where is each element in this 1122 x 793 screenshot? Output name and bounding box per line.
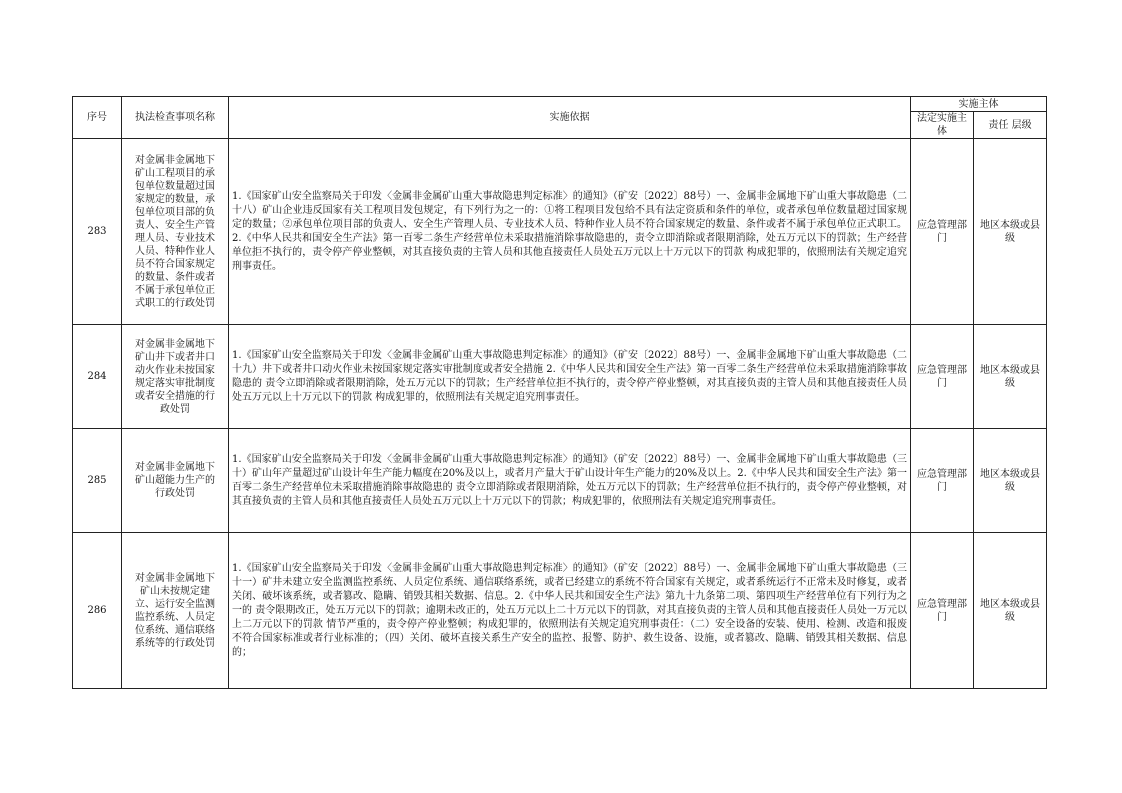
header-no: 序号 xyxy=(73,97,122,139)
row-subject: 应急管理部门 xyxy=(911,139,974,325)
header-level: 责任 层级 xyxy=(974,112,1047,139)
row-name: 对金属非金属地下矿山超能力生产的行政处罚 xyxy=(122,429,229,533)
row-level: 地区本级或县级 xyxy=(974,429,1047,533)
row-level: 地区本级或县级 xyxy=(974,533,1047,689)
row-no: 284 xyxy=(73,325,122,429)
row-basis: 1.《国家矿山安全监察局关于印发〈金属非金属矿山重大事故隐患判定标准〉的通知》（矿安〔2022〕88号）一、金属非金属地下矿山重大事故隐患（二十九）井下或者井口动火作业未按国家规定落实审批制度或者安全措施 2.《中华人民共和国安全生产法》第一百零二条生产经营单位未采取措施消除事故隐患的 责令立即消除或者限期消除，处五万元以下的罚款；生产经营单位拒不执行的，责令停产停业整顿，对其直接负责的主管人员和其他直接责任人员处五万元以上十万元以下的罚款 构成犯罪的，依照刑法有关规定追究刑事责任。 xyxy=(229,325,911,429)
row-level: 地区本级或县级 xyxy=(974,139,1047,325)
row-level: 地区本级或县级 xyxy=(974,325,1047,429)
row-subject: 应急管理部门 xyxy=(911,325,974,429)
table-row xyxy=(73,139,1047,325)
enforcement-table xyxy=(72,96,1047,689)
row-no: 283 xyxy=(73,139,122,325)
header-legal-subject: 法定实施主体 xyxy=(911,112,974,139)
row-name: 对金属非金属地下矿山未按规定建立、运行安全监测监控系统、人员定位系统、通信联络系统等的行政处罚 xyxy=(122,533,229,689)
row-subject: 应急管理部门 xyxy=(911,429,974,533)
table-row xyxy=(73,325,1047,429)
table-row xyxy=(73,533,1047,689)
row-no: 286 xyxy=(73,533,122,689)
row-basis: 1.《国家矿山安全监察局关于印发〈金属非金属矿山重大事故隐患判定标准〉的通知》（矿安〔2022〕88号）一、金属非金属地下矿山重大事故隐患（三十）矿山年产量超过矿山设计年生产能力幅度在20%及以上，或者月产量大于矿山设计年生产能力的20%及以上。2.《中华人民共和国安全生产法》第一百零二条生产经营单位未采取措施消除事故隐患的 责令立即消除或者限期消除，处五万元以下的罚款；生产经营单位拒不执行的，责令停产停业整顿，对其直接负责的主管人员和其他直接责任人员处五万元以上十万元以下的罚款；构成犯罪的，依照刑法有关规定追究刑事责任。 xyxy=(229,429,911,533)
row-name: 对金属非金属地下矿山工程项目的承包单位数量超过国家规定的数量，承包单位项目部的负责人、安全生产管理人员、专业技术人员、特种作业人员不符合国家规定的数量、条件或者不属于承包单位正式职工的行政处罚 xyxy=(122,139,229,325)
row-basis: 1.《国家矿山安全监察局关于印发〈金属非金属矿山重大事故隐患判定标准〉的通知》（矿安〔2022〕88号）一、金属非金属地下矿山重大事故隐患（二十八）矿山企业违反国家有关工程项目发包规定，有下列行为之一的：①将工程项目发包给不具有法定资质和条件的单位，或者承包单位数量超过国家规定的数量；②承包单位项目部的负责人、安全生产管理人员、专业技术人员、特种作业人员不符合国家规定的数量、条件或者不属于承包单位正式职工。2.《中华人民共和国安全生产法》第一百零二条生产经营单位未采取措施消除事故隐患的，责令立即消除或者限期消除，处五万元以下的罚款；生产经营单位拒不执行的，责令停产停业整顿，对其直接负责的主管人员和其他直接责任人员处五万元以上十万元以下的罚款 构成犯罪的，依照刑法有关规定追究刑事责任。 xyxy=(229,139,911,325)
row-subject: 应急管理部门 xyxy=(911,533,974,689)
header-subject: 实施主体 xyxy=(911,97,1047,112)
row-basis: 1.《国家矿山安全监察局关于印发〈金属非金属矿山重大事故隐患判定标准〉的通知》（矿安〔2022〕88号）一、金属非金属地下矿山重大事故隐患（三十一）矿井未建立安全监测监控系统、人员定位系统、通信联络系统，或者已经建立的系统不符合国家有关规定，或者系统运行不正常未及时修复，或者关闭、破坏该系统，或者篡改、隐瞒、销毁其相关数据、信息。2.《中华人民共和国安全生产法》第九十九条第二项、第四项生产经营单位有下列行为之一的 责令限期改正，处五万元以下的罚款；逾期未改正的，处五万元以上二十万元以下的罚款，对其直接负责的主管人员和其他直接责任人员处一万元以上二万元以下的罚款 情节严重的，责令停产停业整顿；构成犯罪的，依照刑法有关规定追究刑事责任：（二）安全设备的安装、使用、检测、改造和报废不符合国家标准或者行业标准的；（四）关闭、破坏直接关系生产安全的监控、报警、防护、救生设备、设施，或者篡改、隐瞒、销毁其相关数据、信息的； xyxy=(229,533,911,689)
header-basis: 实施依据 xyxy=(229,97,911,139)
table-row xyxy=(73,429,1047,533)
row-name: 对金属非金属地下矿山井下或者井口动火作业未按国家规定落实审批制度或者安全措施的行政处罚 xyxy=(122,325,229,429)
row-no: 285 xyxy=(73,429,122,533)
header-name: 执法检查事项名称 xyxy=(122,97,229,139)
